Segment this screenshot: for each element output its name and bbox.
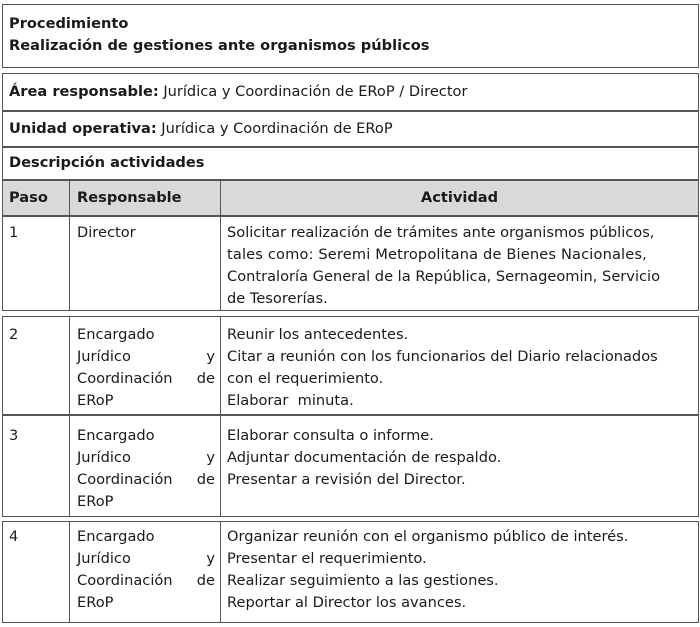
responsable-cell bbox=[77, 324, 215, 412]
responsable-word: Jurídico bbox=[77, 348, 131, 365]
actividad-line: Presentar el requerimiento. bbox=[227, 550, 427, 567]
responsable-word: Jurídico bbox=[77, 550, 131, 567]
responsable-line: Encargado bbox=[77, 326, 155, 343]
actividad-line: Reunir los antecedentes. bbox=[227, 326, 409, 343]
row-divider bbox=[69, 216, 70, 311]
actividad-line: Elaborar consulta o informe. bbox=[227, 427, 434, 444]
responsable-word: y bbox=[206, 348, 215, 365]
actividad-line: Citar a reunión con los funcionarios del Diario relacionados bbox=[227, 348, 658, 365]
header-divider-1 bbox=[69, 180, 70, 216]
responsable-word: Coordinación bbox=[77, 572, 173, 589]
responsable-line bbox=[77, 346, 215, 368]
paso-cell: 4 bbox=[9, 528, 19, 545]
row-divider bbox=[220, 415, 221, 517]
row-divider bbox=[69, 316, 70, 415]
row-divider bbox=[69, 415, 70, 517]
actividad-cell bbox=[227, 526, 693, 614]
responsable-word: Jurídico bbox=[77, 449, 131, 466]
col-paso-header: Paso bbox=[9, 189, 48, 206]
actividad-line: Adjuntar documentación de respaldo. bbox=[227, 449, 502, 466]
descripcion-title: Descripción actividades bbox=[9, 154, 205, 171]
responsable-line: Encargado bbox=[77, 528, 155, 545]
row-divider bbox=[69, 521, 70, 623]
paso-cell: 2 bbox=[9, 326, 19, 343]
area-responsable-label: Área responsable: bbox=[9, 83, 159, 100]
row-divider bbox=[220, 521, 221, 623]
unidad-operativa bbox=[9, 118, 393, 140]
responsable-word: y bbox=[206, 550, 215, 567]
unidad-operativa-value: Jurídica y Coordinación de ERoP bbox=[161, 120, 393, 137]
procedure-title: Realización de gestiones ante organismos públicos bbox=[9, 37, 430, 54]
responsable-line bbox=[77, 570, 215, 592]
responsable-line bbox=[77, 368, 215, 390]
responsable-line: Director bbox=[77, 224, 136, 241]
procedure-label: Procedimiento bbox=[9, 15, 129, 32]
actividad-cell bbox=[227, 222, 693, 310]
actividad-cell bbox=[227, 324, 693, 412]
responsable-cell bbox=[77, 526, 215, 614]
responsable-line: ERoP bbox=[77, 493, 114, 510]
actividad-line: tales como: Seremi Metropolitana de Bienes Nacionales, bbox=[227, 246, 647, 263]
col-actividad-header: Actividad bbox=[420, 189, 499, 206]
unidad-operativa-label: Unidad operativa: bbox=[9, 120, 157, 137]
row-divider bbox=[220, 316, 221, 415]
actividad-line: Contraloría General de la República, Sernageomin, Servicio bbox=[227, 268, 661, 285]
actividad-line: Presentar a revisión del Director. bbox=[227, 471, 466, 488]
responsable-line: Encargado bbox=[77, 427, 155, 444]
actividad-line: Solicitar realización de trámites ante organismos públicos, bbox=[227, 224, 655, 241]
responsable-line bbox=[77, 548, 215, 570]
responsable-word: Coordinación bbox=[77, 471, 173, 488]
responsable-word: y bbox=[206, 449, 215, 466]
responsable-word: de bbox=[196, 370, 215, 387]
col-responsable-header: Responsable bbox=[77, 189, 182, 206]
actividad-line: con el requerimiento. bbox=[227, 370, 384, 387]
responsable-word: de bbox=[196, 572, 215, 589]
area-responsable-value: Jurídica y Coordinación de ERoP / Director bbox=[163, 83, 468, 100]
row-divider bbox=[220, 216, 221, 311]
actividad-line: Organizar reunión con el organismo público de interés. bbox=[227, 528, 629, 545]
paso-cell: 1 bbox=[9, 224, 19, 241]
responsable-cell bbox=[77, 425, 215, 513]
header-divider-2 bbox=[220, 180, 221, 216]
area-responsable bbox=[9, 81, 467, 103]
actividad-line: de Tesorerías. bbox=[227, 290, 328, 307]
responsable-line: ERoP bbox=[77, 392, 114, 409]
responsable-word: Coordinación bbox=[77, 370, 173, 387]
responsable-word: de bbox=[196, 471, 215, 488]
actividad-line: Reportar al Director los avances. bbox=[227, 594, 467, 611]
responsable-line bbox=[77, 469, 215, 491]
actividad-line: Realizar seguimiento a las gestiones. bbox=[227, 572, 499, 589]
actividad-line: Elaborar minuta. bbox=[227, 392, 354, 409]
responsable-line: ERoP bbox=[77, 594, 114, 611]
paso-cell: 3 bbox=[9, 427, 19, 444]
responsable-line bbox=[77, 447, 215, 469]
responsable-cell bbox=[77, 222, 215, 244]
actividad-cell bbox=[227, 425, 693, 491]
